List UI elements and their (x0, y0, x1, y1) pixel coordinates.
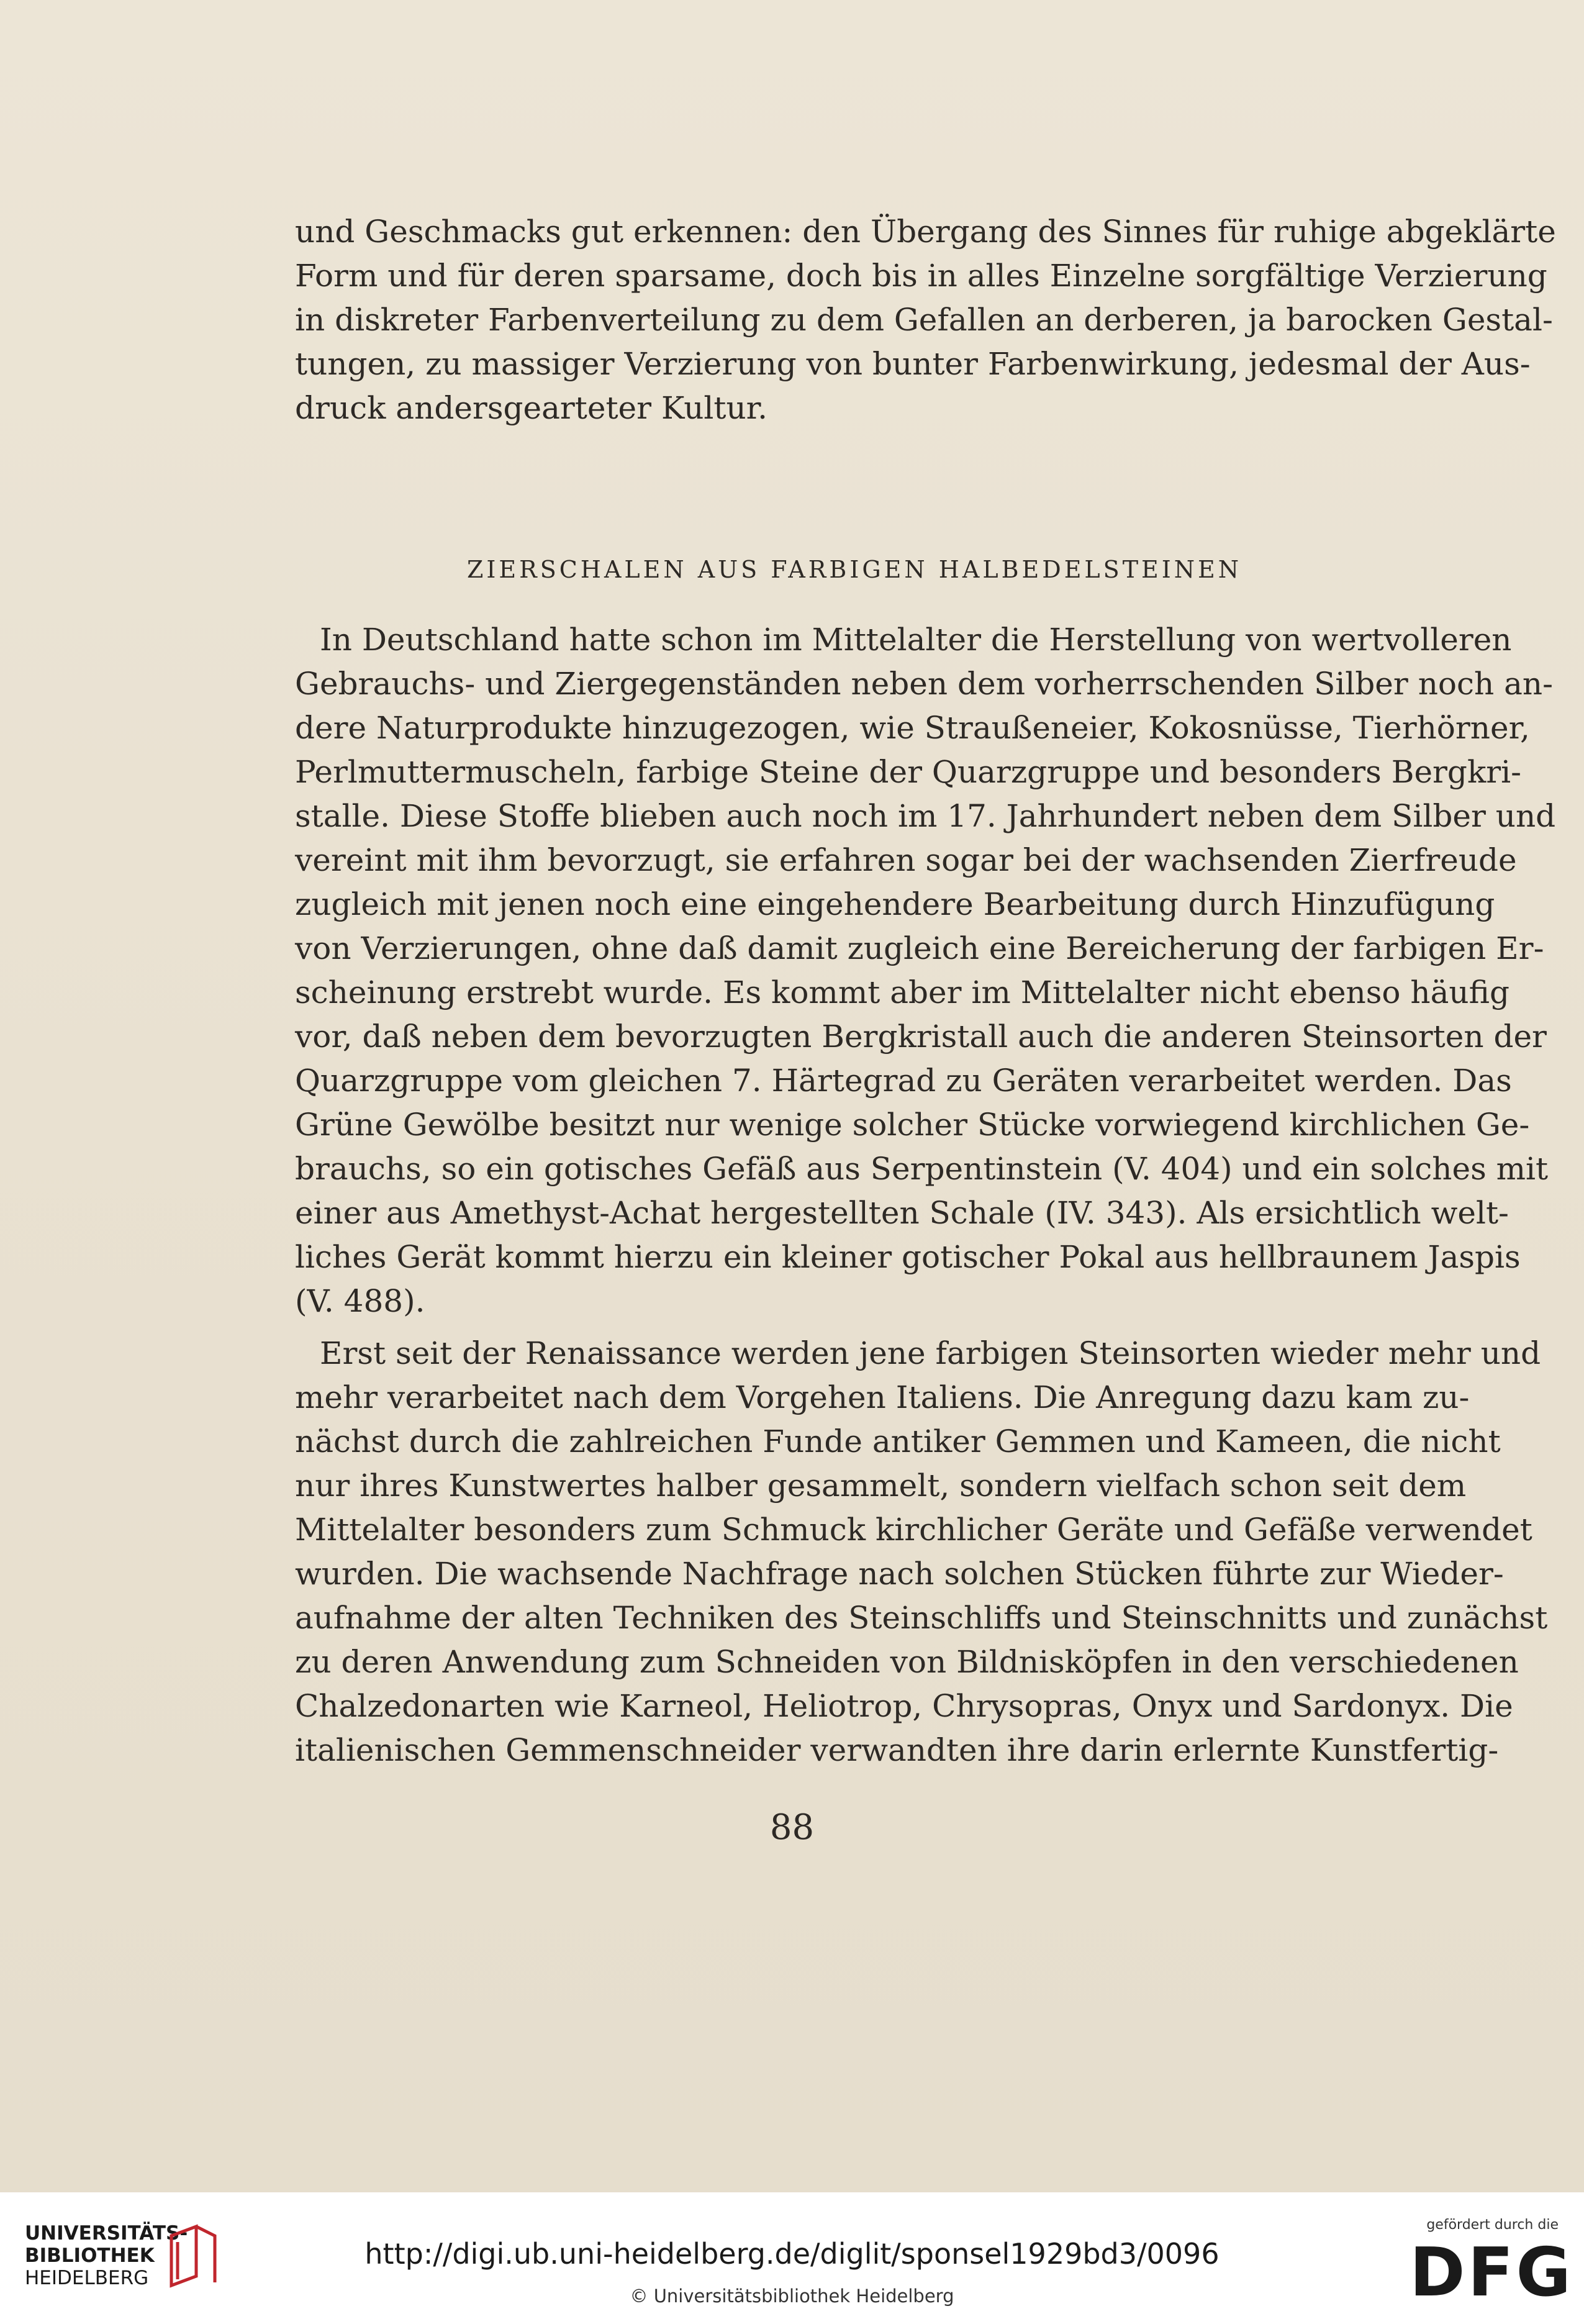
library-name-line: UNIVERSITÄTS- (25, 2222, 188, 2245)
text-line: italienischen Gemmenschneider verwandten ihre darin erlernte Kunstfertig- (295, 1732, 1499, 1768)
top-paragraph (295, 210, 1556, 430)
text-line: vor, daß neben dem bevorzugten Bergkristall auch die anderen Steinsorten der (295, 1019, 1547, 1055)
text-line: Gebrauchs- und Ziergegenständen neben dem vorherrschenden Silber noch an- (295, 666, 1554, 702)
text-line: Form und für deren sparsame, doch bis in alles Einzelne sorgfältige Verzierung (295, 258, 1547, 294)
text-line: und Geschmacks gut erkennen: den Übergang des Sinnes für ruhige abgeklärte (295, 214, 1556, 250)
text-line: Perlmuttermuscheln, farbige Steine der Quarzgruppe und besonders Bergkri- (295, 754, 1522, 790)
text-line: nächst durch die zahlreichen Funde antiker Gemmen und Kameen, die nicht (295, 1423, 1501, 1459)
library-name-line: HEIDELBERG (25, 2267, 149, 2289)
text-line: Erst seit der Renaissance werden jene farbigen Steinsorten wieder mehr und (320, 1335, 1541, 1371)
funder-caption: gefördert durch die (1426, 2217, 1559, 2233)
text-line: in diskreter Farbenverteilung zu dem Gefallen an derberen, ja barocken Gestal- (295, 302, 1553, 338)
footer-bar (0, 2192, 1584, 2324)
text-line: mehr verarbeitet nach dem Vorgehen Italiens. Die Anregung dazu kam zu- (295, 1379, 1470, 1415)
text-line: dere Naturprodukte hinzugezogen, wie Straußeneier, Kokosnüsse, Tierhörner, (295, 710, 1530, 746)
text-line: Grüne Gewölbe besitzt nur wenige solcher Stücke vorwiegend kirchlichen Ge- (295, 1107, 1530, 1143)
text-line: stalle. Diese Stoffe blieben auch noch im 17. Jahrhundert neben dem Silber und (295, 798, 1556, 834)
text-line: Quarzgruppe vom gleichen 7. Härtegrad zu Geräten verarbeitet werden. Das (295, 1063, 1512, 1099)
text-line: druck andersgearteter Kultur. (295, 390, 767, 426)
library-name-line: BIBLIOTHEK (25, 2245, 155, 2267)
text-line: einer aus Amethyst-Achat hergestellten Schale (IV. 343). Als ersichtlich welt- (295, 1195, 1509, 1231)
text-line: zugleich mit jenen noch eine eingehendere Bearbeitung durch Hinzufügung (295, 886, 1495, 922)
text-line: tungen, zu massiger Verzierung von bunter Farbenwirkung, jedesmal der Aus- (295, 346, 1531, 382)
paragraph-1 (295, 618, 1556, 1323)
paragraph-2 (295, 1332, 1548, 1773)
text-line: von Verzierungen, ohne daß damit zugleich eine Bereicherung der farbigen Er- (295, 930, 1544, 966)
page-number: 88 (769, 1807, 815, 1848)
text-line: vereint mit ihm bevorzugt, sie erfahren sogar bei der wachsenden Zierfreude (295, 842, 1517, 878)
text-line: wurden. Die wachsende Nachfrage nach solchen Stücken führte zur Wieder- (295, 1556, 1504, 1592)
text-line: nur ihres Kunstwertes halber gesammelt, sondern vielfach schon seit dem (295, 1468, 1467, 1504)
text-line: scheinung erstrebt wurde. Es kommt aber im Mittelalter nicht ebenso häufig (295, 974, 1509, 1010)
text-line: In Deutschland hatte schon im Mittelalter die Herstellung von wertvolleren (320, 622, 1512, 658)
dfg-logo-icon: DFG (1410, 2234, 1574, 2312)
text-line: Mittelalter besonders zum Schmuck kirchlicher Geräte und Gefäße verwendet (295, 1512, 1532, 1548)
text-line: aufnahme der alten Techniken des Steinschliffs und Steinschnitts und zunächst (295, 1600, 1548, 1636)
copyright-notice: © Universitätsbibliothek Heidelberg (630, 2285, 954, 2307)
text-line: zu deren Anwendung zum Schneiden von Bildnisköpfen in den verschiedenen (295, 1644, 1519, 1680)
text-line: brauchs, so ein gotisches Gefäß aus Serpentinstein (V. 404) und ein solches mit (295, 1151, 1549, 1187)
text-line: liches Gerät kommt hierzu ein kleiner gotischer Pokal aus hellbraunem Jaspis (295, 1239, 1521, 1275)
text-line: Chalzedonarten wie Karneol, Heliotrop, Chrysopras, Onyx und Sardonyx. Die (295, 1688, 1513, 1724)
document-url-link[interactable]: http://digi.ub.uni-heidelberg.de/diglit/sponsel1929bd3/0096 (364, 2237, 1220, 2271)
text-line: (V. 488). (295, 1283, 425, 1319)
section-heading: ZIERSCHALEN AUS FARBIGEN HALBEDELSTEINEN (466, 556, 1242, 583)
